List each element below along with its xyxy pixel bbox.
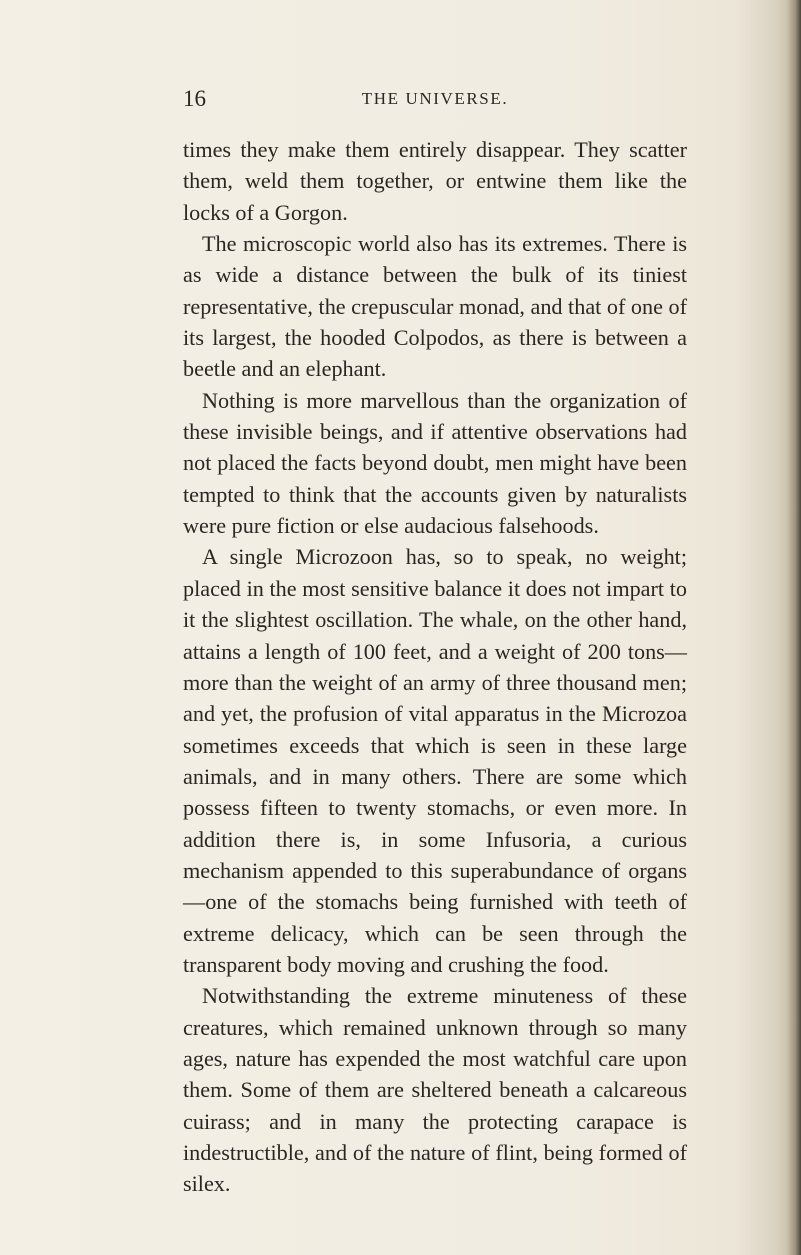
paragraph: The microscopic world also has its extremes. There is as wide a distance between the bulk of its tiniest representative, the crepuscular monad, and that of one of its largest, the hooded Colpodos, as there is between a beetle and an elephant.: [183, 231, 687, 382]
paragraph: times they make them entirely disappear. They scatter them, weld them together, or entwine them like the locks of a Gorgon.: [183, 137, 687, 225]
page-edge-shadow: [787, 0, 801, 1255]
body-text: [183, 134, 687, 1200]
running-title: THE UNIVERSE.: [361, 89, 509, 108]
paragraph: Nothing is more marvellous than the organization of these invisible beings, and if attentive observations had not placed the facts beyond doubt, men might have been tempted to think that the accounts given by naturalists were pure fiction or else audacious falsehoods.: [183, 387, 687, 539]
page-number: 16: [183, 86, 206, 111]
paragraph: A single Microzoon has, so to speak, no weight; placed in the most sensitive balance it does not impart to it the slightest oscillation. The whale, on the other hand, attains a length of 100 feet, and a weight of 200 tons—more than the weight of an army of three thousand men; and yet, the profusion of vital apparatus in the Microzoa sometimes exceeds that which is seen in these large animals, and in many others. There are some which possess fifteen to twenty stomachs, or even more. In addition there is, in some Infusoria, a curious mechanism appended to this superabundance of organs—one of the stomachs being furnished with teeth of extreme delicacy, which can be seen through the transparent body moving and crushing the food.: [183, 544, 687, 977]
paragraph: Notwithstanding the extreme minuteness of these creatures, which remained unknown through so many ages, nature has expended the most watchful care upon them. Some of them are sheltered beneath a calcareous cuirass; and in many the protecting carapace is indestructible, and of the nature of flint, being formed of silex.: [183, 983, 687, 1197]
page-header: [183, 86, 687, 112]
